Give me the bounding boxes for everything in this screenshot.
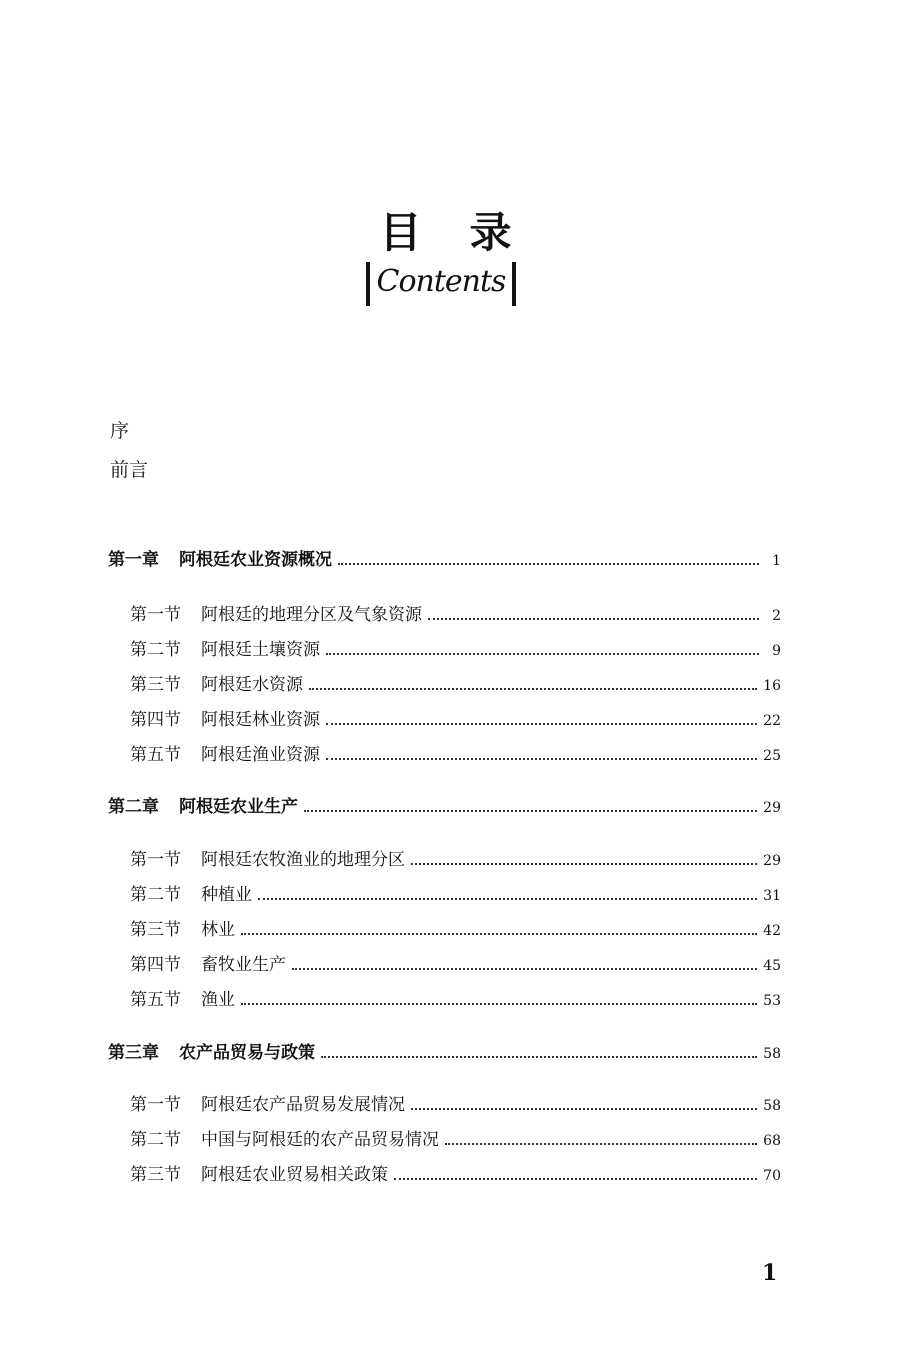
toc-number: 第一节 xyxy=(130,1095,181,1115)
toc-title: 阿根廷农业资源概况 xyxy=(179,550,332,570)
toc-number: 第一节 xyxy=(130,850,181,870)
toc-row[interactable] xyxy=(130,845,781,870)
toc-title: 林业 xyxy=(201,920,235,940)
toc-row[interactable] xyxy=(108,545,781,570)
leader-dots xyxy=(292,968,757,970)
page-title: 目录 xyxy=(379,208,560,257)
emblem-right-bar xyxy=(512,262,516,306)
leader-dots xyxy=(241,1003,757,1005)
leader-dots xyxy=(338,563,759,565)
toc-title: 阿根廷农业生产 xyxy=(179,797,298,817)
leader-dots xyxy=(309,688,757,690)
leader-dots xyxy=(326,758,757,760)
toc-number: 第五节 xyxy=(130,745,181,765)
toc-page-number: 68 xyxy=(763,1133,781,1149)
leader-dots xyxy=(445,1143,757,1145)
toc-row[interactable] xyxy=(130,950,781,975)
emblem-left-bar xyxy=(366,262,370,306)
toc-title: 阿根廷农业贸易相关政策 xyxy=(201,1165,388,1185)
toc-title: 种植业 xyxy=(201,885,252,905)
toc-title: 阿根廷水资源 xyxy=(201,675,303,695)
toc-page-number: 29 xyxy=(763,853,781,869)
toc-page-number: 1 xyxy=(772,553,781,569)
leader-dots xyxy=(411,1108,757,1110)
toc-row[interactable] xyxy=(130,670,781,695)
toc-row[interactable] xyxy=(130,635,781,660)
toc-number: 第二节 xyxy=(130,1130,181,1150)
toc-number: 第二章 xyxy=(108,797,159,817)
toc-title: 畜牧业生产 xyxy=(201,955,286,975)
toc-title: 阿根廷林业资源 xyxy=(201,710,320,730)
toc-number: 第四节 xyxy=(130,710,181,730)
toc-row[interactable] xyxy=(130,1090,781,1115)
leader-dots xyxy=(321,1056,757,1058)
toc-page-number: 25 xyxy=(763,748,781,764)
preface-item-xu[interactable]: 序 xyxy=(110,420,130,442)
toc-page-number: 70 xyxy=(763,1168,781,1184)
leader-dots xyxy=(326,653,759,655)
toc-row[interactable] xyxy=(130,1160,781,1185)
toc-title: 阿根廷农产品贸易发展情况 xyxy=(201,1095,405,1115)
toc-page-number: 58 xyxy=(763,1098,781,1114)
toc-row[interactable] xyxy=(130,705,781,730)
toc-number: 第四节 xyxy=(130,955,181,975)
toc-page-number: 45 xyxy=(763,958,781,974)
toc-number: 第三节 xyxy=(130,1165,181,1185)
toc-row[interactable] xyxy=(108,1038,781,1063)
toc-page-number: 58 xyxy=(763,1046,781,1062)
toc-title: 阿根廷渔业资源 xyxy=(201,745,320,765)
leader-dots xyxy=(394,1178,757,1180)
toc-row[interactable] xyxy=(130,740,781,765)
leader-dots xyxy=(326,723,757,725)
toc-row[interactable] xyxy=(130,600,781,625)
toc-page-number: 22 xyxy=(763,713,781,729)
contents-emblem xyxy=(366,262,516,306)
toc-page-number: 31 xyxy=(763,888,781,904)
toc-number: 第三节 xyxy=(130,920,181,940)
page-folio: 1 xyxy=(762,1260,778,1286)
preface-item-qianyan[interactable]: 前言 xyxy=(110,459,149,481)
leader-dots xyxy=(241,933,757,935)
toc-page-number: 29 xyxy=(763,800,781,816)
toc-title: 阿根廷的地理分区及气象资源 xyxy=(201,605,422,625)
leader-dots xyxy=(258,898,757,900)
toc-title: 阿根廷土壤资源 xyxy=(201,640,320,660)
toc-row[interactable] xyxy=(130,915,781,940)
toc-title: 农产品贸易与政策 xyxy=(179,1043,315,1063)
toc-title: 渔业 xyxy=(201,990,235,1010)
toc-page-number: 53 xyxy=(763,993,781,1009)
toc-row[interactable] xyxy=(130,880,781,905)
page-subtitle: Contents xyxy=(376,264,506,299)
toc-title: 阿根廷农牧渔业的地理分区 xyxy=(201,850,405,870)
toc-row[interactable] xyxy=(130,985,781,1010)
leader-dots xyxy=(304,810,757,812)
toc-row[interactable] xyxy=(108,792,781,817)
toc-page-number: 42 xyxy=(763,923,781,939)
toc-number: 第一节 xyxy=(130,605,181,625)
toc-number: 第三节 xyxy=(130,675,181,695)
toc-title: 中国与阿根廷的农产品贸易情况 xyxy=(201,1130,439,1150)
leader-dots xyxy=(411,863,757,865)
toc-number: 第五节 xyxy=(130,990,181,1010)
toc-page-number: 2 xyxy=(772,608,781,624)
toc-number: 第三章 xyxy=(108,1043,159,1063)
toc-number: 第二节 xyxy=(130,885,181,905)
toc-page-number: 16 xyxy=(763,678,781,694)
toc-number: 第一章 xyxy=(108,550,159,570)
leader-dots xyxy=(428,618,759,620)
toc-page-number: 9 xyxy=(772,643,781,659)
toc-number: 第二节 xyxy=(130,640,181,660)
toc-row[interactable] xyxy=(130,1125,781,1150)
